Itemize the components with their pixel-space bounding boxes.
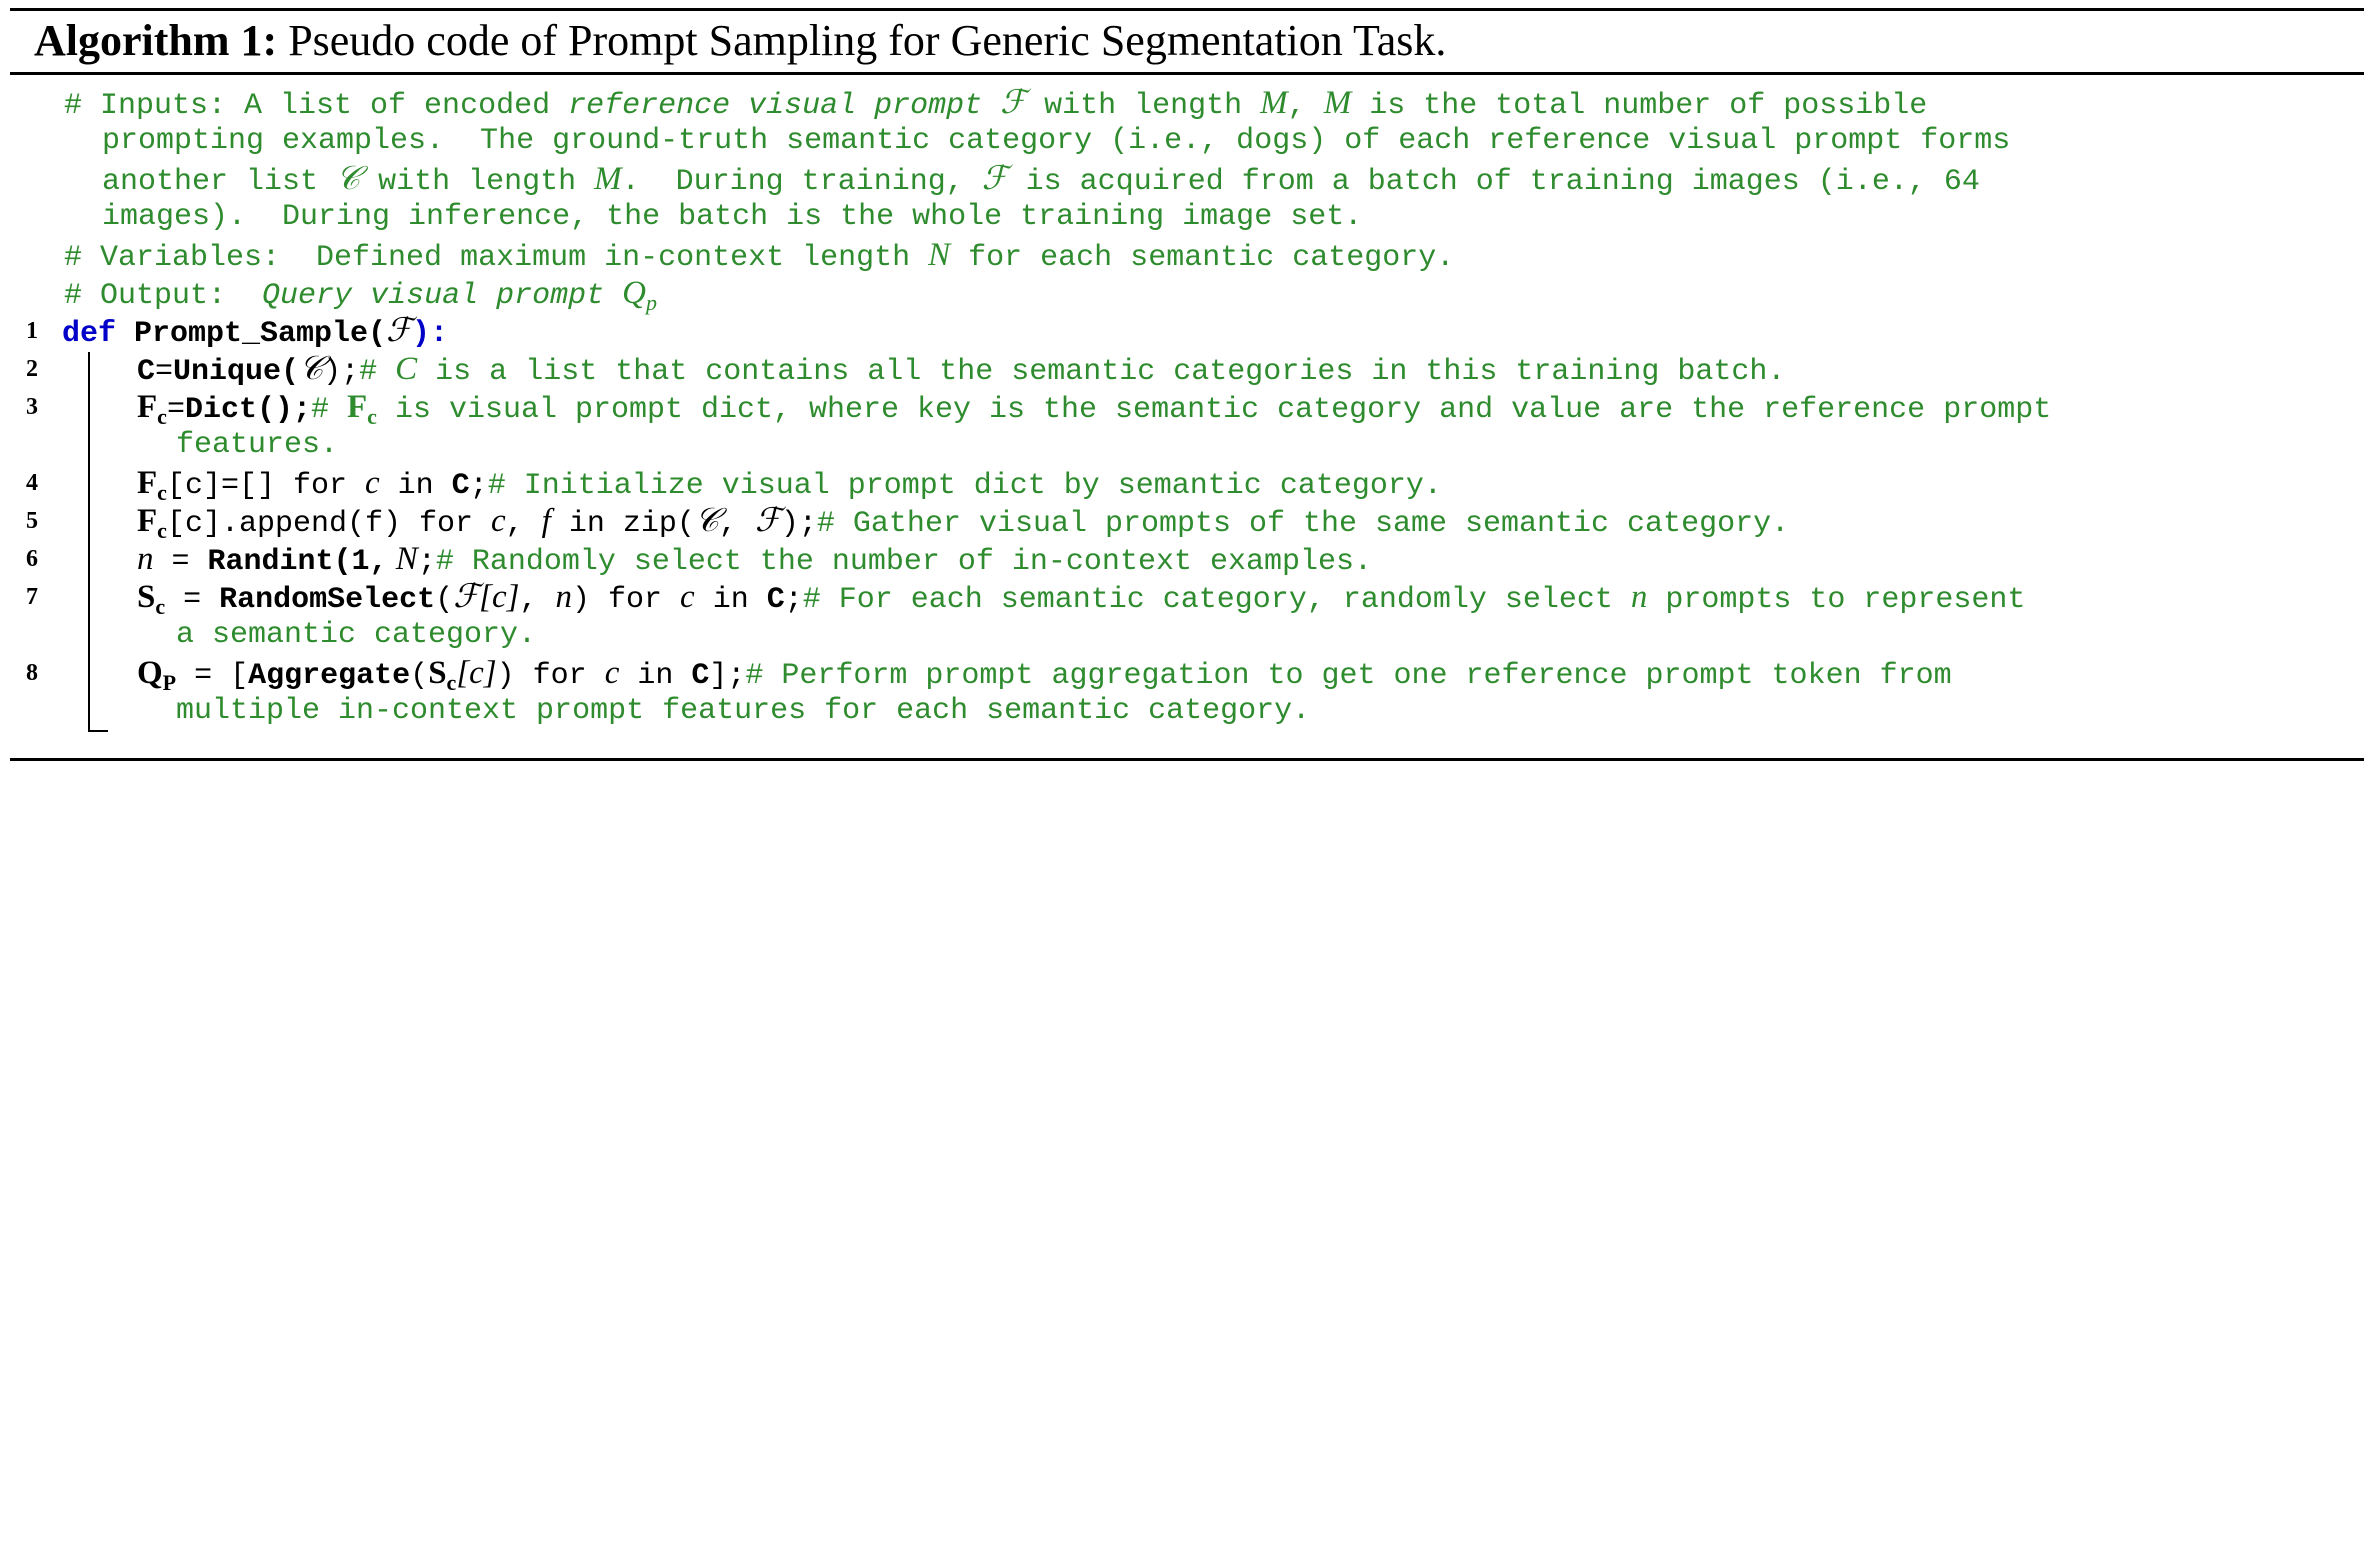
math-symbol: c (364, 465, 380, 501)
comment-text: another list (102, 165, 337, 199)
code-token: , (519, 583, 556, 617)
code-line-3 (137, 388, 2052, 429)
code-token: RandomSelect (219, 583, 436, 617)
math-symbol: c (491, 503, 506, 539)
math-symbol: M (1260, 85, 1288, 121)
math-symbol: [c] (456, 655, 497, 691)
math-symbol: M (594, 161, 622, 197)
inputs-comment-line-4 (102, 198, 1362, 236)
algorithm-caption (34, 14, 1446, 68)
math-symbol: M (1323, 85, 1352, 121)
math-symbol: c (604, 655, 620, 691)
math-symbol: c (680, 579, 695, 615)
comment-text: features. (176, 428, 339, 462)
math-symbol: n (137, 541, 154, 577)
math-symbol: Q (622, 275, 646, 311)
block-scope-foot (88, 730, 108, 732)
code-token: , (718, 507, 755, 541)
math-subscript: c (157, 518, 167, 543)
inputs-comment-line-3 (102, 160, 1980, 198)
comment-text: # For each semantic category, randomly select (802, 583, 1631, 617)
math-symbol: n (1630, 579, 1648, 615)
math-symbol: F (347, 389, 368, 425)
math-symbol: N (928, 237, 951, 273)
line-number: 6 (26, 546, 38, 572)
comment-text: # Initialize visual prompt dict by semantic category. (487, 469, 1442, 503)
comment-text: prompts to represent (1647, 583, 2026, 617)
math-symbol: C (395, 351, 418, 387)
math-subscript: c (446, 670, 457, 695)
comment-text: with length (360, 165, 595, 199)
code-token: = (153, 545, 208, 579)
code-line-8 (137, 654, 1952, 695)
code-line-7-continuation (176, 616, 536, 654)
code-line-5 (137, 502, 1790, 543)
code-token: C (451, 469, 470, 503)
math-symbol: n (555, 579, 572, 615)
code-token: C (691, 659, 710, 693)
math-symbol: F (137, 389, 158, 425)
comment-text: # (359, 355, 396, 389)
comment-text: multiple in-context prompt features for each semantic category. (176, 694, 1311, 728)
code-token: Aggregate (248, 659, 411, 693)
code-token: [c]=[] for (166, 469, 365, 503)
code-token: Randint(1, (207, 545, 388, 579)
math-symbol: 𝒞 (694, 503, 719, 539)
comment-text: # Variables: Defined maximum in-context length (64, 241, 929, 275)
keyword-def: def (62, 317, 117, 351)
block-scope-bar (88, 352, 90, 732)
variables-comment (64, 236, 1454, 274)
def-line (62, 312, 448, 350)
line-number: 7 (26, 584, 38, 610)
math-subscript: c (155, 594, 166, 619)
output-comment (64, 274, 657, 315)
code-token: Dict(); (184, 393, 311, 427)
code-token: in (694, 583, 767, 617)
comment-text: # Randomly select the number of in-context examples. (435, 545, 1372, 579)
comment-text: # Gather visual prompts of the same semantic category. (816, 507, 1790, 541)
code-token: [c].append(f) for (166, 507, 491, 541)
math-symbol: ℱ (981, 161, 1008, 197)
code-token: ; (469, 469, 488, 503)
line-number: 2 (26, 356, 38, 382)
math-symbol: f (541, 503, 551, 539)
math-symbol: ℱ (386, 313, 413, 349)
function-close: ): (412, 317, 449, 351)
math-symbol: 𝒞 (336, 161, 361, 197)
line-number: 1 (26, 318, 38, 344)
code-token: , (505, 507, 542, 541)
code-token: ( (410, 659, 429, 693)
code-token: C (766, 583, 785, 617)
comment-text: with length (1026, 89, 1261, 123)
comment-text: . During training, (621, 165, 982, 199)
line-number: 8 (26, 660, 38, 686)
comment-emphasis: Query visual prompt (262, 279, 623, 313)
comment-text: , (1287, 89, 1324, 123)
code-token: = (166, 393, 185, 427)
code-token: ); (780, 507, 817, 541)
comment-text: prompting examples. The ground-truth semantic category (i.e., dogs) of each reference visual prompt forms (102, 124, 2011, 158)
function-name: Prompt_Sample( (116, 317, 387, 351)
caption-rule (10, 72, 2364, 75)
comment-text: is visual prompt dict, where key is the semantic category and value are the reference prompt (376, 393, 2052, 427)
math-subscript: c (157, 404, 167, 429)
code-token: ); (323, 355, 360, 389)
comment-text: is a list that contains all the semantic categories in this training batch. (417, 355, 1786, 389)
top-rule (10, 8, 2364, 11)
math-symbol: F (137, 503, 158, 539)
math-symbol: S (428, 655, 447, 691)
code-line-8-continuation (176, 692, 1310, 730)
code-token: ) for (496, 659, 605, 693)
math-symbol: N (387, 541, 418, 577)
math-subscript: p (645, 290, 657, 315)
comment-text: # (310, 393, 347, 427)
code-token: = (155, 355, 174, 389)
code-token: in (379, 469, 452, 503)
comment-text: for each semantic category. (950, 241, 1455, 275)
comment-emphasis: reference visual prompt (568, 89, 1001, 123)
code-token: = (165, 583, 220, 617)
math-subscript: P (162, 670, 177, 695)
comment-text: # Output: (64, 279, 263, 313)
math-symbol: S (137, 579, 156, 615)
comment-text: is acquired from a batch of training images (i.e., 64 (1007, 165, 1980, 199)
comment-text: # Inputs: A list of encoded (64, 89, 569, 123)
line-number: 4 (26, 470, 38, 496)
code-line-6 (137, 540, 1372, 578)
inputs-comment-line-1 (64, 84, 1927, 122)
comment-text: is the total number of possible (1351, 89, 1928, 123)
code-token: in (619, 659, 692, 693)
comment-text: # Perform prompt aggregation to get one reference prompt token from (745, 659, 1952, 693)
comment-text: images). During inference, the batch is the whole training image set. (102, 200, 1363, 234)
algorithm-caption-text: Pseudo code of Prompt Sampling for Generic Segmentation Task. (288, 16, 1447, 65)
code-token: = [ (176, 659, 249, 693)
code-line-2 (137, 350, 1785, 388)
code-line-7 (137, 578, 2026, 619)
code-line-3-continuation (176, 426, 338, 464)
math-symbol: Q (137, 655, 163, 691)
code-token: ) for (572, 583, 681, 617)
code-token: ; (417, 545, 436, 579)
math-symbol: ℱ (1000, 85, 1027, 121)
code-token: in zip( (550, 507, 695, 541)
algorithm-label: Algorithm 1: (34, 16, 278, 65)
code-token: Unique( (173, 355, 300, 389)
line-number: 3 (26, 394, 38, 420)
inputs-comment-line-2 (102, 122, 2010, 160)
comment-text: a semantic category. (176, 618, 537, 652)
line-number: 5 (26, 508, 38, 534)
math-symbol: ℱ[c] (453, 579, 520, 615)
code-token: ]; (709, 659, 746, 693)
code-token: C (137, 355, 156, 389)
math-symbol: ℱ (754, 503, 781, 539)
code-token: ( (435, 583, 454, 617)
code-token: ; (784, 583, 803, 617)
math-subscript: c (157, 480, 167, 505)
math-symbol: F (137, 465, 158, 501)
code-line-4 (137, 464, 1442, 505)
bottom-rule (10, 758, 2364, 761)
math-subscript: c (367, 404, 377, 429)
math-symbol: 𝒞 (299, 351, 324, 387)
